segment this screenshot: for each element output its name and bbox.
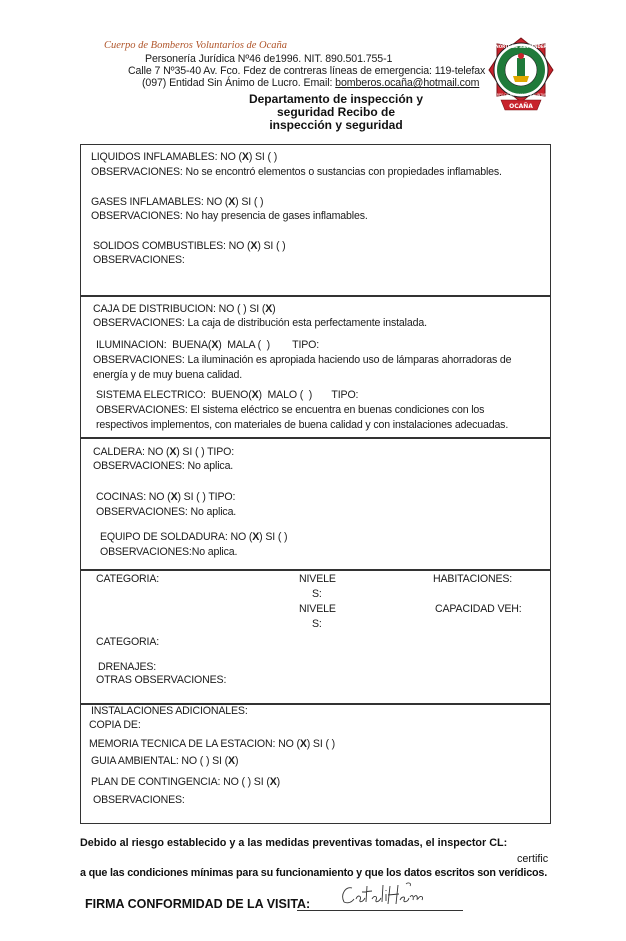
department-title-line2: seguridad Recibo de bbox=[276, 105, 396, 119]
niveles-2a: NIVELE bbox=[299, 603, 336, 615]
footer-declaration-line1: Debido al riesgo establecido y a las medidas preventivas tomadas, el inspector CL: bbox=[80, 837, 508, 849]
footer-certific: certific bbox=[517, 853, 549, 865]
logo-ring-text: CUERPO DE BOMBEROS VOLUNTARIOS bbox=[490, 93, 552, 97]
niveles-1b: S: bbox=[312, 588, 322, 600]
memoria-tecnica: MEMORIA TECNICA DE LA ESTACION: NO (X) SI ( ) bbox=[89, 738, 335, 750]
caja-observaciones: OBSERVACIONES: La caja de distribución esta perfectamente instalada. bbox=[93, 317, 427, 329]
signature-line bbox=[297, 910, 463, 911]
header-legal-line: Personería Jurídica Nº46 de1996. NIT. 890.501.755-1 bbox=[145, 53, 393, 65]
caldera-observaciones: OBSERVACIONES: No aplica. bbox=[93, 460, 234, 472]
sistema-observaciones-2: respectivos implementos, con materiales de buena calidad y con instalaciones adecuadas. bbox=[96, 419, 509, 431]
equipo-soldadura: EQUIPO DE SOLDADURA: NO (X) SI ( ) bbox=[100, 531, 288, 543]
solidos-combustibles: SOLIDOS COMBUSTIBLES: NO (X) SI ( ) bbox=[93, 240, 286, 252]
plan-contingencia: PLAN DE CONTINGENCIA: NO ( ) SI (X) bbox=[91, 776, 281, 788]
logo-banner-text: OCAÑA bbox=[509, 103, 533, 110]
sistema-electrico: SISTEMA ELECTRICO: BUENO(X) MALO ( ) TIPO: bbox=[96, 389, 359, 401]
iluminacion: ILUMINACION: BUENA(X) MALA ( ) TIPO: bbox=[96, 339, 320, 351]
header-contact-prefix: (097) Entidad Sin Ánimo de Lucro. Email: bbox=[142, 77, 336, 89]
fire-department-logo bbox=[487, 36, 555, 126]
sistema-observaciones-1: OBSERVACIONES: El sistema eléctrico se encuentra en buenas condiciones con los bbox=[96, 404, 485, 416]
gases-observaciones: OBSERVACIONES: No hay presencia de gases inflamables. bbox=[91, 210, 368, 222]
capacidad-vehiculos: CAPACIDAD VEH: bbox=[435, 603, 522, 615]
solidos-observaciones: OBSERVACIONES: bbox=[93, 254, 185, 266]
caldera: CALDERA: NO (X) SI ( ) TIPO: bbox=[93, 446, 235, 458]
niveles-1a: NIVELE bbox=[299, 573, 336, 585]
liquidos-observaciones: OBSERVACIONES: No se encontró elementos o sustancias con propiedades inflamables. bbox=[91, 166, 502, 178]
drenajes: DRENAJES: bbox=[98, 661, 157, 673]
instalaciones-adicionales: INSTALACIONES ADICIONALES: bbox=[91, 705, 248, 717]
header-contact-line bbox=[142, 77, 479, 89]
copia-de: COPIA DE: bbox=[89, 719, 141, 731]
guia-ambiental: GUIA AMBIENTAL: NO ( ) SI (X) bbox=[91, 755, 239, 767]
org-name: Cuerpo de Bomberos Voluntarios de Ocaña bbox=[104, 40, 288, 51]
header-email-link[interactable]: bomberos.ocaña@hotmail.com bbox=[335, 77, 480, 89]
cocinas-observaciones: OBSERVACIONES: No aplica. bbox=[96, 506, 237, 518]
department-title bbox=[236, 93, 436, 132]
department-title-line1: Departamento de inspección y bbox=[248, 92, 424, 106]
categoria-2: CATEGORIA: bbox=[96, 636, 160, 648]
soldadura-observaciones: OBSERVACIONES:No aplica. bbox=[100, 546, 238, 558]
caja-distribucion: CAJA DE DISTRIBUCION: NO ( ) SI (X) bbox=[93, 303, 276, 315]
adicionales-observaciones: OBSERVACIONES: bbox=[93, 794, 185, 806]
logo-top-text: NORTE DE SANTANDER bbox=[495, 44, 547, 49]
iluminacion-observaciones-2: energía y de muy buena calidad. bbox=[93, 369, 243, 381]
department-title-line3: inspección y seguridad bbox=[269, 118, 403, 132]
gases-inflamables: GASES INFLAMABLES: NO (X) SI ( ) bbox=[91, 196, 264, 208]
otras-observaciones: OTRAS OBSERVACIONES: bbox=[96, 674, 227, 686]
iluminacion-observaciones-1: OBSERVACIONES: La iluminación es apropiada haciendo uso de lámparas ahorradoras de bbox=[93, 354, 512, 366]
habitaciones: HABITACIONES: bbox=[433, 573, 513, 585]
liquidos-inflamables: LIQUIDOS INFLAMABLES: NO (X) SI ( ) bbox=[91, 151, 278, 163]
firma-label: FIRMA CONFORMIDAD DE LA VISITA: bbox=[85, 897, 311, 911]
inspector-signature bbox=[336, 880, 426, 912]
categoria-1: CATEGORIA: bbox=[96, 573, 160, 585]
footer-declaration-line2: a que las condiciones mínimas para su funcionamiento y que los datos escritos son verídicos. bbox=[80, 867, 547, 879]
niveles-2b: S: bbox=[312, 618, 322, 630]
header-address-line: Calle 7 Nº35-40 Av. Fco. Fdez de contreras líneas de emergencia: 119-telefax bbox=[128, 65, 486, 77]
cocinas: COCINAS: NO (X) SI ( ) TIPO: bbox=[96, 491, 236, 503]
